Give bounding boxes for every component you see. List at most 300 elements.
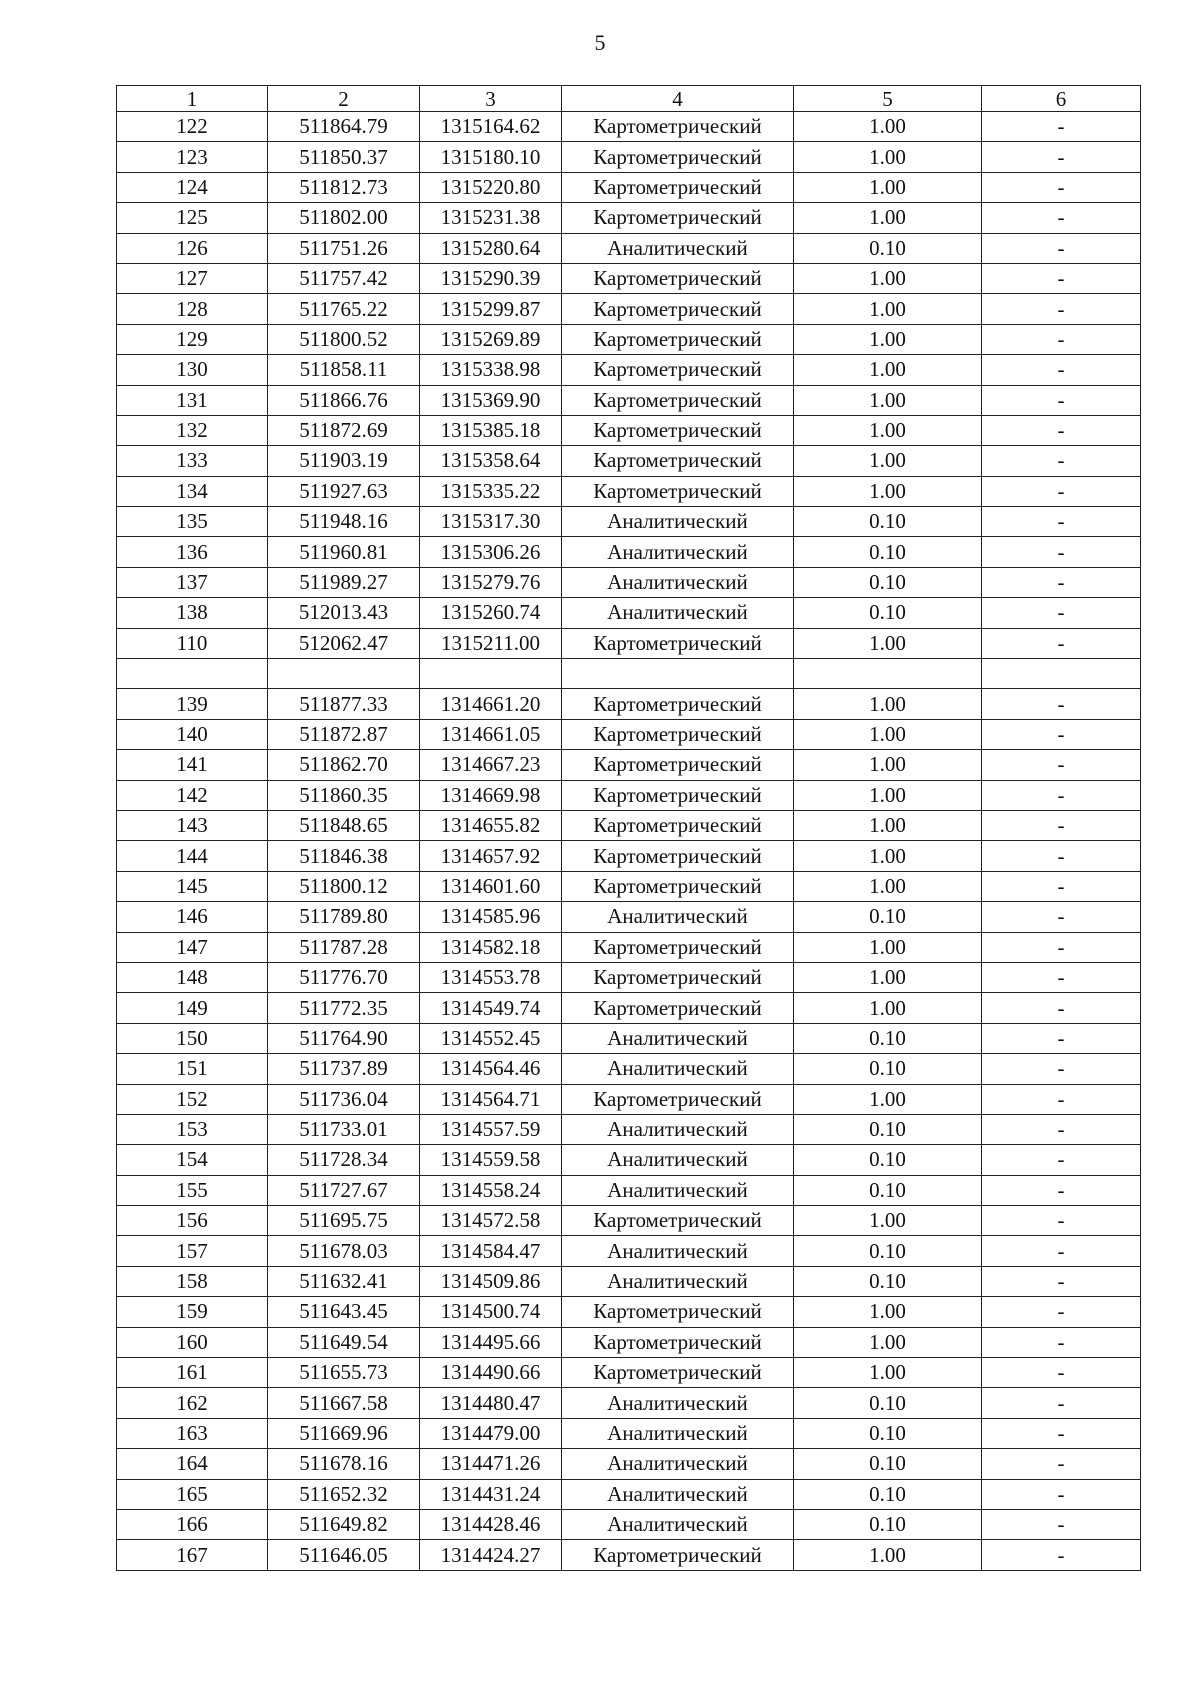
accuracy-cell: 0.10 xyxy=(794,598,982,628)
accuracy-cell: 0.10 xyxy=(794,1418,982,1448)
point-number-cell: 140 xyxy=(117,719,268,749)
x-coordinate-cell: 511764.90 xyxy=(268,1023,420,1053)
accuracy-cell: 1.00 xyxy=(794,1206,982,1236)
note-cell: - xyxy=(982,355,1141,385)
point-number-cell: 167 xyxy=(117,1540,268,1570)
note-cell: - xyxy=(982,1236,1141,1266)
method-cell: Аналитический xyxy=(562,507,794,537)
note-cell: - xyxy=(982,1358,1141,1388)
accuracy-cell: 1.00 xyxy=(794,628,982,658)
x-coordinate-cell: 511802.00 xyxy=(268,203,420,233)
x-coordinate-cell: 511862.70 xyxy=(268,750,420,780)
table-row xyxy=(117,1206,1141,1236)
x-coordinate-cell: 511649.54 xyxy=(268,1327,420,1357)
table-row xyxy=(117,750,1141,780)
y-coordinate-cell: 1314585.96 xyxy=(420,902,562,932)
point-number-cell: 162 xyxy=(117,1388,268,1418)
note-cell: - xyxy=(982,932,1141,962)
x-coordinate-cell: 511858.11 xyxy=(268,355,420,385)
accuracy-cell: 0.10 xyxy=(794,1449,982,1479)
y-coordinate-cell: 1314572.58 xyxy=(420,1206,562,1236)
method-cell: Аналитический xyxy=(562,1054,794,1084)
y-coordinate-cell: 1314549.74 xyxy=(420,993,562,1023)
point-number-cell xyxy=(117,659,268,689)
point-number-cell: 151 xyxy=(117,1054,268,1084)
method-cell: Аналитический xyxy=(562,1236,794,1266)
accuracy-cell: 1.00 xyxy=(794,1358,982,1388)
y-coordinate-cell: 1315290.39 xyxy=(420,263,562,293)
y-coordinate-cell: 1315211.00 xyxy=(420,628,562,658)
accuracy-cell: 1.00 xyxy=(794,993,982,1023)
method-cell: Аналитический xyxy=(562,902,794,932)
accuracy-cell: 1.00 xyxy=(794,112,982,142)
accuracy-cell: 0.10 xyxy=(794,1054,982,1084)
x-coordinate-cell: 511765.22 xyxy=(268,294,420,324)
note-cell: - xyxy=(982,476,1141,506)
note-cell: - xyxy=(982,1023,1141,1053)
y-coordinate-cell: 1314655.82 xyxy=(420,810,562,840)
method-cell: Аналитический xyxy=(562,1509,794,1539)
y-coordinate-cell: 1314490.66 xyxy=(420,1358,562,1388)
table-row xyxy=(117,1479,1141,1509)
method-cell: Аналитический xyxy=(562,1479,794,1509)
table-row xyxy=(117,1175,1141,1205)
y-coordinate-cell: 1314667.23 xyxy=(420,750,562,780)
accuracy-cell: 1.00 xyxy=(794,871,982,901)
x-coordinate-cell: 511787.28 xyxy=(268,932,420,962)
point-number-cell: 160 xyxy=(117,1327,268,1357)
x-coordinate-cell xyxy=(268,659,420,689)
table-row xyxy=(117,659,1141,689)
x-coordinate-cell: 511848.65 xyxy=(268,810,420,840)
table-row xyxy=(117,1388,1141,1418)
method-cell: Картометрический xyxy=(562,203,794,233)
x-coordinate-cell: 512013.43 xyxy=(268,598,420,628)
page-number: 5 xyxy=(594,30,606,55)
y-coordinate-cell: 1315306.26 xyxy=(420,537,562,567)
method-cell: Аналитический xyxy=(562,1114,794,1144)
method-cell: Картометрический xyxy=(562,932,794,962)
table-row xyxy=(117,1054,1141,1084)
point-number-cell: 166 xyxy=(117,1509,268,1539)
x-coordinate-cell: 511652.32 xyxy=(268,1479,420,1509)
table-row xyxy=(117,1358,1141,1388)
method-cell: Картометрический xyxy=(562,1540,794,1570)
table-row xyxy=(117,355,1141,385)
x-coordinate-cell: 511646.05 xyxy=(268,1540,420,1570)
note-cell: - xyxy=(982,902,1141,932)
y-coordinate-cell: 1315299.87 xyxy=(420,294,562,324)
y-coordinate-cell: 1314601.60 xyxy=(420,871,562,901)
y-coordinate-cell: 1314669.98 xyxy=(420,780,562,810)
method-cell: Картометрический xyxy=(562,719,794,749)
method-cell: Картометрический xyxy=(562,476,794,506)
point-number-cell: 163 xyxy=(117,1418,268,1448)
table-row xyxy=(117,415,1141,445)
y-coordinate-cell: 1314661.20 xyxy=(420,689,562,719)
x-coordinate-cell: 511728.34 xyxy=(268,1145,420,1175)
x-coordinate-cell: 511864.79 xyxy=(268,112,420,142)
point-number-cell: 144 xyxy=(117,841,268,871)
x-coordinate-cell: 511877.33 xyxy=(268,689,420,719)
note-cell: - xyxy=(982,598,1141,628)
method-cell: Картометрический xyxy=(562,172,794,202)
accuracy-cell: 1.00 xyxy=(794,142,982,172)
accuracy-cell: 0.10 xyxy=(794,537,982,567)
table-row xyxy=(117,1023,1141,1053)
note-cell: - xyxy=(982,1145,1141,1175)
x-coordinate-cell: 511872.87 xyxy=(268,719,420,749)
method-cell: Картометрический xyxy=(562,1084,794,1114)
point-number-cell: 125 xyxy=(117,203,268,233)
accuracy-cell: 0.10 xyxy=(794,1266,982,1296)
point-number-cell: 135 xyxy=(117,507,268,537)
note-cell: - xyxy=(982,1418,1141,1448)
table-row xyxy=(117,507,1141,537)
point-number-cell: 155 xyxy=(117,1175,268,1205)
method-cell: Картометрический xyxy=(562,324,794,354)
table-row xyxy=(117,294,1141,324)
accuracy-cell: 1.00 xyxy=(794,294,982,324)
table-row xyxy=(117,1084,1141,1114)
point-number-cell: 153 xyxy=(117,1114,268,1144)
x-coordinate-cell: 511927.63 xyxy=(268,476,420,506)
y-coordinate-cell: 1314495.66 xyxy=(420,1327,562,1357)
accuracy-cell: 1.00 xyxy=(794,446,982,476)
point-number-cell: 150 xyxy=(117,1023,268,1053)
y-coordinate-cell: 1314509.86 xyxy=(420,1266,562,1296)
y-coordinate-cell: 1315269.89 xyxy=(420,324,562,354)
note-cell: - xyxy=(982,1509,1141,1539)
accuracy-cell: 1.00 xyxy=(794,1297,982,1327)
note-cell: - xyxy=(982,962,1141,992)
accuracy-cell xyxy=(794,659,982,689)
note-cell: - xyxy=(982,1114,1141,1144)
note-cell: - xyxy=(982,841,1141,871)
column-header-5: 5 xyxy=(794,86,982,112)
method-cell: Картометрический xyxy=(562,263,794,293)
x-coordinate-cell: 511632.41 xyxy=(268,1266,420,1296)
table-row xyxy=(117,1266,1141,1296)
x-coordinate-cell: 511789.80 xyxy=(268,902,420,932)
table-row xyxy=(117,142,1141,172)
column-header-4: 4 xyxy=(562,86,794,112)
table-row xyxy=(117,1540,1141,1570)
method-cell: Картометрический xyxy=(562,415,794,445)
accuracy-cell: 1.00 xyxy=(794,750,982,780)
note-cell: - xyxy=(982,324,1141,354)
table-row xyxy=(117,1236,1141,1266)
point-number-cell: 145 xyxy=(117,871,268,901)
table-row xyxy=(117,567,1141,597)
note-cell: - xyxy=(982,871,1141,901)
note-cell: - xyxy=(982,1327,1141,1357)
point-number-cell: 139 xyxy=(117,689,268,719)
y-coordinate-cell xyxy=(420,659,562,689)
x-coordinate-cell: 511737.89 xyxy=(268,1054,420,1084)
y-coordinate-cell: 1315369.90 xyxy=(420,385,562,415)
y-coordinate-cell: 1314558.24 xyxy=(420,1175,562,1205)
accuracy-cell: 0.10 xyxy=(794,1023,982,1053)
accuracy-cell: 1.00 xyxy=(794,932,982,962)
point-number-cell: 147 xyxy=(117,932,268,962)
accuracy-cell: 1.00 xyxy=(794,203,982,233)
point-number-cell: 127 xyxy=(117,263,268,293)
y-coordinate-cell: 1314661.05 xyxy=(420,719,562,749)
point-number-cell: 141 xyxy=(117,750,268,780)
table-row xyxy=(117,476,1141,506)
table-row xyxy=(117,1145,1141,1175)
y-coordinate-cell: 1314582.18 xyxy=(420,932,562,962)
note-cell: - xyxy=(982,507,1141,537)
point-number-cell: 156 xyxy=(117,1206,268,1236)
table-row xyxy=(117,172,1141,202)
point-number-cell: 122 xyxy=(117,112,268,142)
point-number-cell: 132 xyxy=(117,415,268,445)
note-cell: - xyxy=(982,780,1141,810)
table-row xyxy=(117,719,1141,749)
table-row xyxy=(117,841,1141,871)
x-coordinate-cell: 511800.52 xyxy=(268,324,420,354)
table-row xyxy=(117,385,1141,415)
y-coordinate-cell: 1314552.45 xyxy=(420,1023,562,1053)
x-coordinate-cell: 511757.42 xyxy=(268,263,420,293)
point-number-cell: 131 xyxy=(117,385,268,415)
x-coordinate-cell: 511751.26 xyxy=(268,233,420,263)
note-cell: - xyxy=(982,112,1141,142)
x-coordinate-cell: 511727.67 xyxy=(268,1175,420,1205)
point-number-cell: 157 xyxy=(117,1236,268,1266)
accuracy-cell: 1.00 xyxy=(794,324,982,354)
method-cell: Картометрический xyxy=(562,1358,794,1388)
y-coordinate-cell: 1315260.74 xyxy=(420,598,562,628)
table-row xyxy=(117,233,1141,263)
accuracy-cell: 1.00 xyxy=(794,172,982,202)
y-coordinate-cell: 1314428.46 xyxy=(420,1509,562,1539)
table-row xyxy=(117,1114,1141,1144)
method-cell: Картометрический xyxy=(562,780,794,810)
accuracy-cell: 0.10 xyxy=(794,1236,982,1266)
method-cell: Картометрический xyxy=(562,689,794,719)
method-cell: Картометрический xyxy=(562,385,794,415)
x-coordinate-cell: 511903.19 xyxy=(268,446,420,476)
y-coordinate-cell: 1315164.62 xyxy=(420,112,562,142)
point-number-cell: 146 xyxy=(117,902,268,932)
x-coordinate-cell: 511649.82 xyxy=(268,1509,420,1539)
note-cell: - xyxy=(982,415,1141,445)
column-header-3: 3 xyxy=(420,86,562,112)
column-header-1: 1 xyxy=(117,86,268,112)
y-coordinate-cell: 1315180.10 xyxy=(420,142,562,172)
method-cell: Аналитический xyxy=(562,1145,794,1175)
accuracy-cell: 1.00 xyxy=(794,1084,982,1114)
x-coordinate-cell: 511736.04 xyxy=(268,1084,420,1114)
accuracy-cell: 0.10 xyxy=(794,1509,982,1539)
method-cell: Картометрический xyxy=(562,1297,794,1327)
x-coordinate-cell: 511643.45 xyxy=(268,1297,420,1327)
accuracy-cell: 0.10 xyxy=(794,1175,982,1205)
accuracy-cell: 1.00 xyxy=(794,1540,982,1570)
note-cell: - xyxy=(982,628,1141,658)
x-coordinate-cell: 511850.37 xyxy=(268,142,420,172)
note-cell: - xyxy=(982,1449,1141,1479)
x-coordinate-cell: 511960.81 xyxy=(268,537,420,567)
table-row xyxy=(117,1418,1141,1448)
table-row xyxy=(117,689,1141,719)
y-coordinate-cell: 1314564.46 xyxy=(420,1054,562,1084)
x-coordinate-cell: 512062.47 xyxy=(268,628,420,658)
note-cell: - xyxy=(982,810,1141,840)
table-row xyxy=(117,1509,1141,1539)
point-number-cell: 129 xyxy=(117,324,268,354)
method-cell: Картометрический xyxy=(562,871,794,901)
note-cell: - xyxy=(982,385,1141,415)
method-cell: Картометрический xyxy=(562,810,794,840)
accuracy-cell: 1.00 xyxy=(794,355,982,385)
table-row xyxy=(117,628,1141,658)
table-row xyxy=(117,810,1141,840)
table-row xyxy=(117,1449,1141,1479)
accuracy-cell: 0.10 xyxy=(794,1114,982,1144)
point-number-cell: 143 xyxy=(117,810,268,840)
point-number-cell: 126 xyxy=(117,233,268,263)
note-cell: - xyxy=(982,1297,1141,1327)
point-number-cell: 130 xyxy=(117,355,268,385)
y-coordinate-cell: 1315317.30 xyxy=(420,507,562,537)
accuracy-cell: 1.00 xyxy=(794,962,982,992)
table-row xyxy=(117,962,1141,992)
x-coordinate-cell: 511669.96 xyxy=(268,1418,420,1448)
accuracy-cell: 1.00 xyxy=(794,385,982,415)
x-coordinate-cell: 511655.73 xyxy=(268,1358,420,1388)
y-coordinate-cell: 1314500.74 xyxy=(420,1297,562,1327)
y-coordinate-cell: 1314479.00 xyxy=(420,1418,562,1448)
point-number-cell: 110 xyxy=(117,628,268,658)
y-coordinate-cell: 1314657.92 xyxy=(420,841,562,871)
method-cell: Аналитический xyxy=(562,1418,794,1448)
note-cell: - xyxy=(982,1388,1141,1418)
method-cell: Аналитический xyxy=(562,1388,794,1418)
table-row xyxy=(117,932,1141,962)
x-coordinate-cell: 511695.75 xyxy=(268,1206,420,1236)
y-coordinate-cell: 1314471.26 xyxy=(420,1449,562,1479)
method-cell: Аналитический xyxy=(562,598,794,628)
method-cell: Картометрический xyxy=(562,993,794,1023)
method-cell: Картометрический xyxy=(562,841,794,871)
point-number-cell: 123 xyxy=(117,142,268,172)
note-cell xyxy=(982,659,1141,689)
x-coordinate-cell: 511678.03 xyxy=(268,1236,420,1266)
note-cell: - xyxy=(982,1084,1141,1114)
y-coordinate-cell: 1314431.24 xyxy=(420,1479,562,1509)
point-number-cell: 164 xyxy=(117,1449,268,1479)
method-cell: Аналитический xyxy=(562,1175,794,1205)
point-number-cell: 136 xyxy=(117,537,268,567)
table-row xyxy=(117,446,1141,476)
x-coordinate-cell: 511772.35 xyxy=(268,993,420,1023)
y-coordinate-cell: 1314564.71 xyxy=(420,1084,562,1114)
method-cell: Картометрический xyxy=(562,142,794,172)
point-number-cell: 138 xyxy=(117,598,268,628)
y-coordinate-cell: 1314559.58 xyxy=(420,1145,562,1175)
note-cell: - xyxy=(982,446,1141,476)
accuracy-cell: 1.00 xyxy=(794,841,982,871)
y-coordinate-cell: 1315231.38 xyxy=(420,203,562,233)
point-number-cell: 152 xyxy=(117,1084,268,1114)
y-coordinate-cell: 1314480.47 xyxy=(420,1388,562,1418)
note-cell: - xyxy=(982,1206,1141,1236)
method-cell: Картометрический xyxy=(562,446,794,476)
table-row xyxy=(117,871,1141,901)
method-cell: Аналитический xyxy=(562,1449,794,1479)
table-header-row xyxy=(117,86,1141,112)
point-number-cell: 159 xyxy=(117,1297,268,1327)
y-coordinate-cell: 1315220.80 xyxy=(420,172,562,202)
note-cell: - xyxy=(982,294,1141,324)
accuracy-cell: 1.00 xyxy=(794,263,982,293)
point-number-cell: 148 xyxy=(117,962,268,992)
method-cell: Картометрический xyxy=(562,355,794,385)
accuracy-cell: 0.10 xyxy=(794,1388,982,1418)
point-number-cell: 165 xyxy=(117,1479,268,1509)
x-coordinate-cell: 511860.35 xyxy=(268,780,420,810)
method-cell: Картометрический xyxy=(562,750,794,780)
point-number-cell: 161 xyxy=(117,1358,268,1388)
accuracy-cell: 0.10 xyxy=(794,567,982,597)
table-row xyxy=(117,263,1141,293)
method-cell: Картометрический xyxy=(562,1206,794,1236)
column-header-6: 6 xyxy=(982,86,1141,112)
table-row xyxy=(117,780,1141,810)
point-number-cell: 149 xyxy=(117,993,268,1023)
note-cell: - xyxy=(982,537,1141,567)
y-coordinate-cell: 1314557.59 xyxy=(420,1114,562,1144)
y-coordinate-cell: 1314424.27 xyxy=(420,1540,562,1570)
point-number-cell: 128 xyxy=(117,294,268,324)
point-number-cell: 154 xyxy=(117,1145,268,1175)
note-cell: - xyxy=(982,1175,1141,1205)
table-row xyxy=(117,598,1141,628)
x-coordinate-cell: 511800.12 xyxy=(268,871,420,901)
note-cell: - xyxy=(982,719,1141,749)
point-number-cell: 142 xyxy=(117,780,268,810)
y-coordinate-cell: 1315338.98 xyxy=(420,355,562,385)
method-cell: Аналитический xyxy=(562,1266,794,1296)
y-coordinate-cell: 1315358.64 xyxy=(420,446,562,476)
note-cell: - xyxy=(982,233,1141,263)
x-coordinate-cell: 511866.76 xyxy=(268,385,420,415)
method-cell: Картометрический xyxy=(562,628,794,658)
point-number-cell: 134 xyxy=(117,476,268,506)
point-number-cell: 124 xyxy=(117,172,268,202)
accuracy-cell: 1.00 xyxy=(794,719,982,749)
note-cell: - xyxy=(982,993,1141,1023)
x-coordinate-cell: 511846.38 xyxy=(268,841,420,871)
accuracy-cell: 1.00 xyxy=(794,810,982,840)
note-cell: - xyxy=(982,1266,1141,1296)
table-row xyxy=(117,324,1141,354)
method-cell: Аналитический xyxy=(562,567,794,597)
accuracy-cell: 0.10 xyxy=(794,902,982,932)
accuracy-cell: 1.00 xyxy=(794,689,982,719)
accuracy-cell: 1.00 xyxy=(794,415,982,445)
column-header-2: 2 xyxy=(268,86,420,112)
y-coordinate-cell: 1315335.22 xyxy=(420,476,562,506)
accuracy-cell: 1.00 xyxy=(794,1327,982,1357)
point-number-cell: 137 xyxy=(117,567,268,597)
x-coordinate-cell: 511776.70 xyxy=(268,962,420,992)
y-coordinate-cell: 1315280.64 xyxy=(420,233,562,263)
